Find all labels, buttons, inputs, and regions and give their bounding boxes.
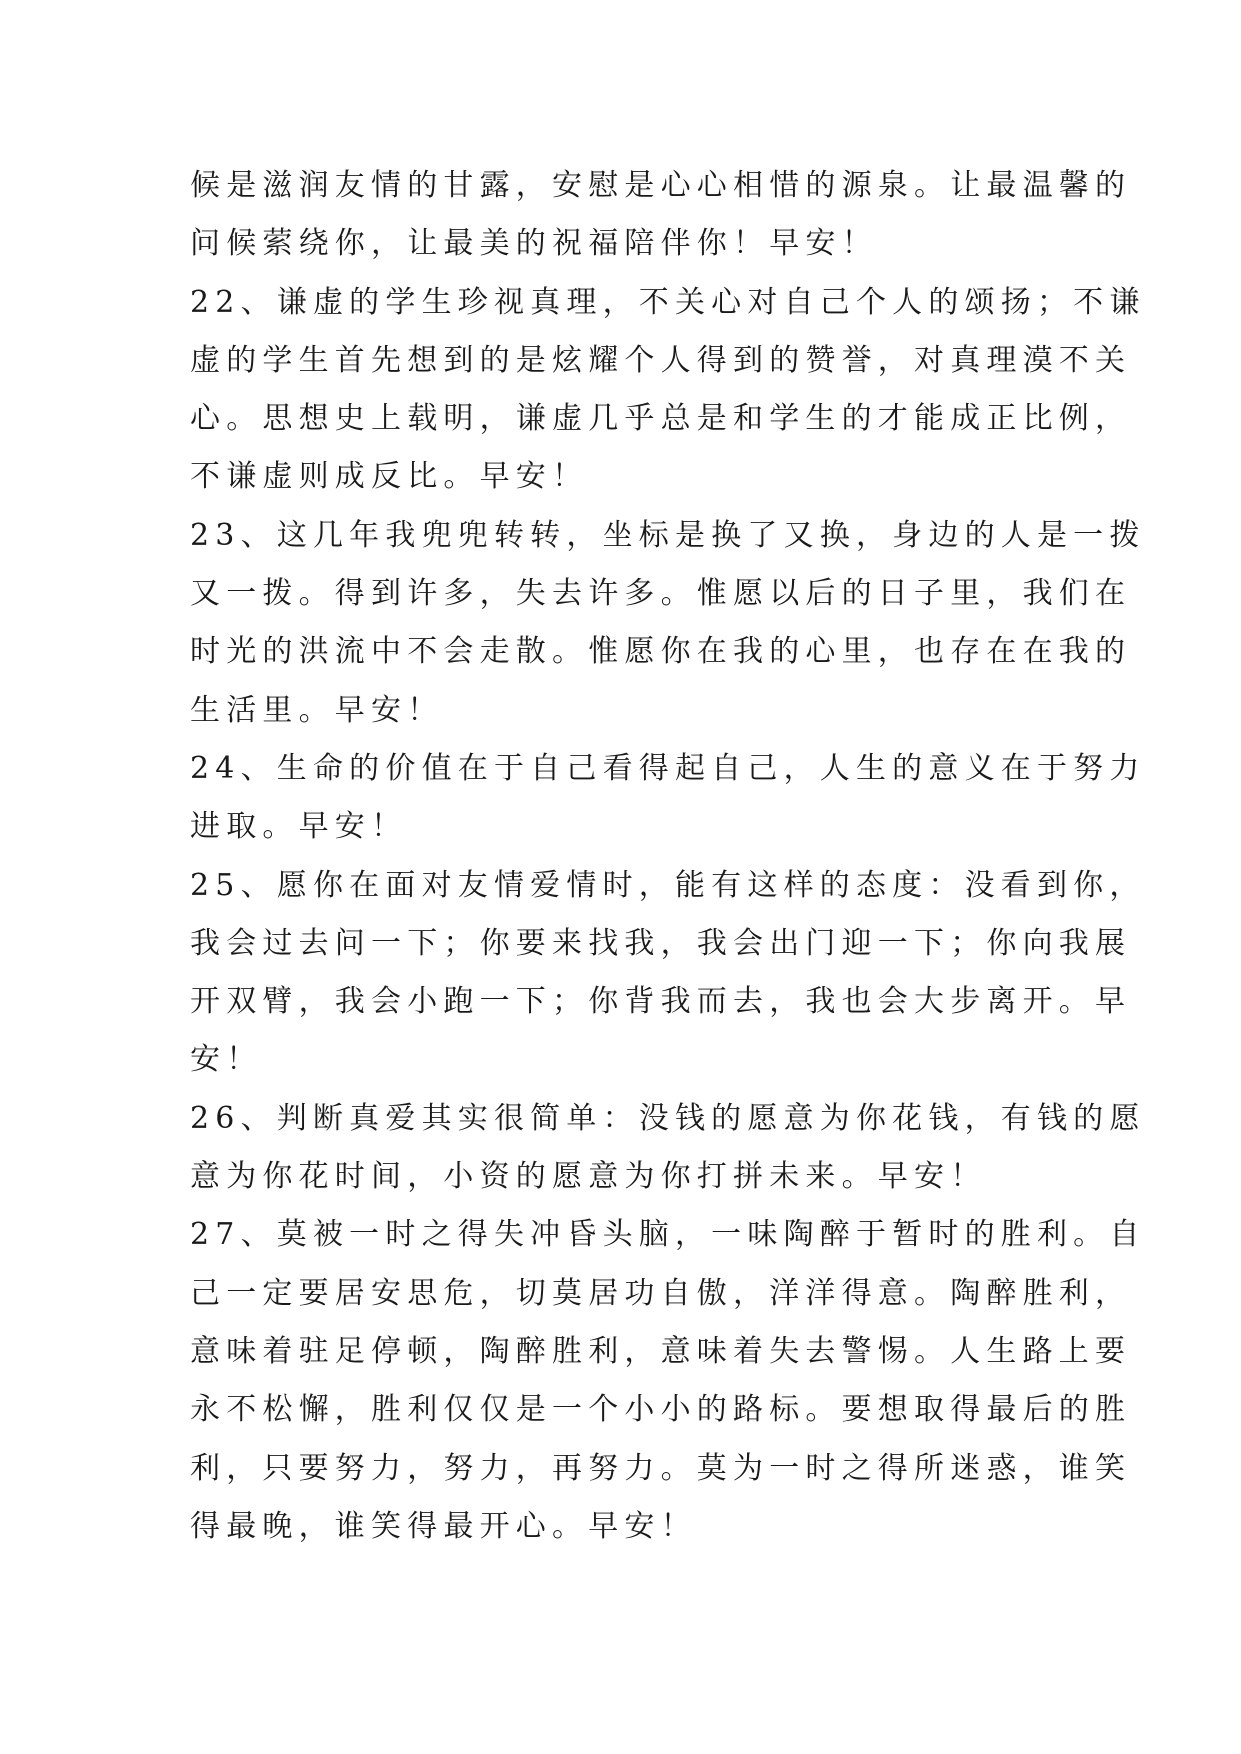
text-line: 又一拨。得到许多，失去许多。惟愿以后的日子里，我们在 — [190, 576, 1132, 612]
text-line: 虚的学生首先想到的是炫耀个人得到的赞誉，对真理漠不关 — [190, 342, 1132, 378]
text-line: 22、谦虚的学生珍视真理，不关心对自己个人的颂扬；不谦 — [190, 284, 1146, 320]
text-line: 问候萦绕你，让最美的祝福陪伴你！早安！ — [190, 226, 878, 262]
document-body — [190, 157, 1146, 1556]
text-line: 25、愿你在面对友情爱情时，能有这样的态度：没看到你， — [190, 867, 1146, 903]
text-line: 不谦虚则成反比。早安！ — [190, 459, 589, 495]
text-line: 27、莫被一时之得失冲昏头脑，一味陶醉于暂时的胜利。自 — [190, 1217, 1146, 1253]
text-line: 我会过去问一下；你要来找我，我会出门迎一下；你向我展 — [190, 925, 1132, 961]
text-line: 生活里。早安！ — [190, 692, 444, 728]
text-line: 26、判断真爱其实很简单：没钱的愿意为你花钱，有钱的愿 — [190, 1100, 1146, 1136]
text-line: 候是滋润友情的甘露，安慰是心心相惜的源泉。让最温馨的 — [190, 168, 1132, 203]
text-line: 进取。早安！ — [190, 809, 408, 845]
text-line: 安！ — [190, 1042, 263, 1078]
text-line: 心。思想史上载明，谦虚几乎总是和学生的才能成正比例， — [190, 401, 1132, 437]
text-line: 意味着驻足停顿，陶醉胜利，意味着失去警惕。人生路上要 — [190, 1333, 1132, 1369]
text-line: 永不松懈，胜利仅仅是一个小小的路标。要想取得最后的胜 — [190, 1392, 1132, 1428]
text-line: 得最晚，谁笑得最开心。早安！ — [190, 1508, 697, 1544]
text-line: 利，只要努力，努力，再努力。莫为一时之得所迷惑，谁笑 — [190, 1450, 1132, 1486]
text-line: 意为你花时间，小资的愿意为你打拼未来。早安！ — [190, 1159, 987, 1195]
text-line: 23、这几年我兜兜转转，坐标是换了又换，身边的人是一拨 — [190, 517, 1146, 553]
text-line: 时光的洪流中不会走散。惟愿你在我的心里，也存在在我的 — [190, 634, 1132, 670]
text-line: 24、生命的价值在于自己看得起自己，人生的意义在于努力 — [190, 750, 1146, 786]
text-line: 开双臂，我会小跑一下；你背我而去，我也会大步离开。早 — [190, 984, 1132, 1020]
text-line: 己一定要居安思危，切莫居功自傲，洋洋得意。陶醉胜利， — [190, 1275, 1132, 1311]
